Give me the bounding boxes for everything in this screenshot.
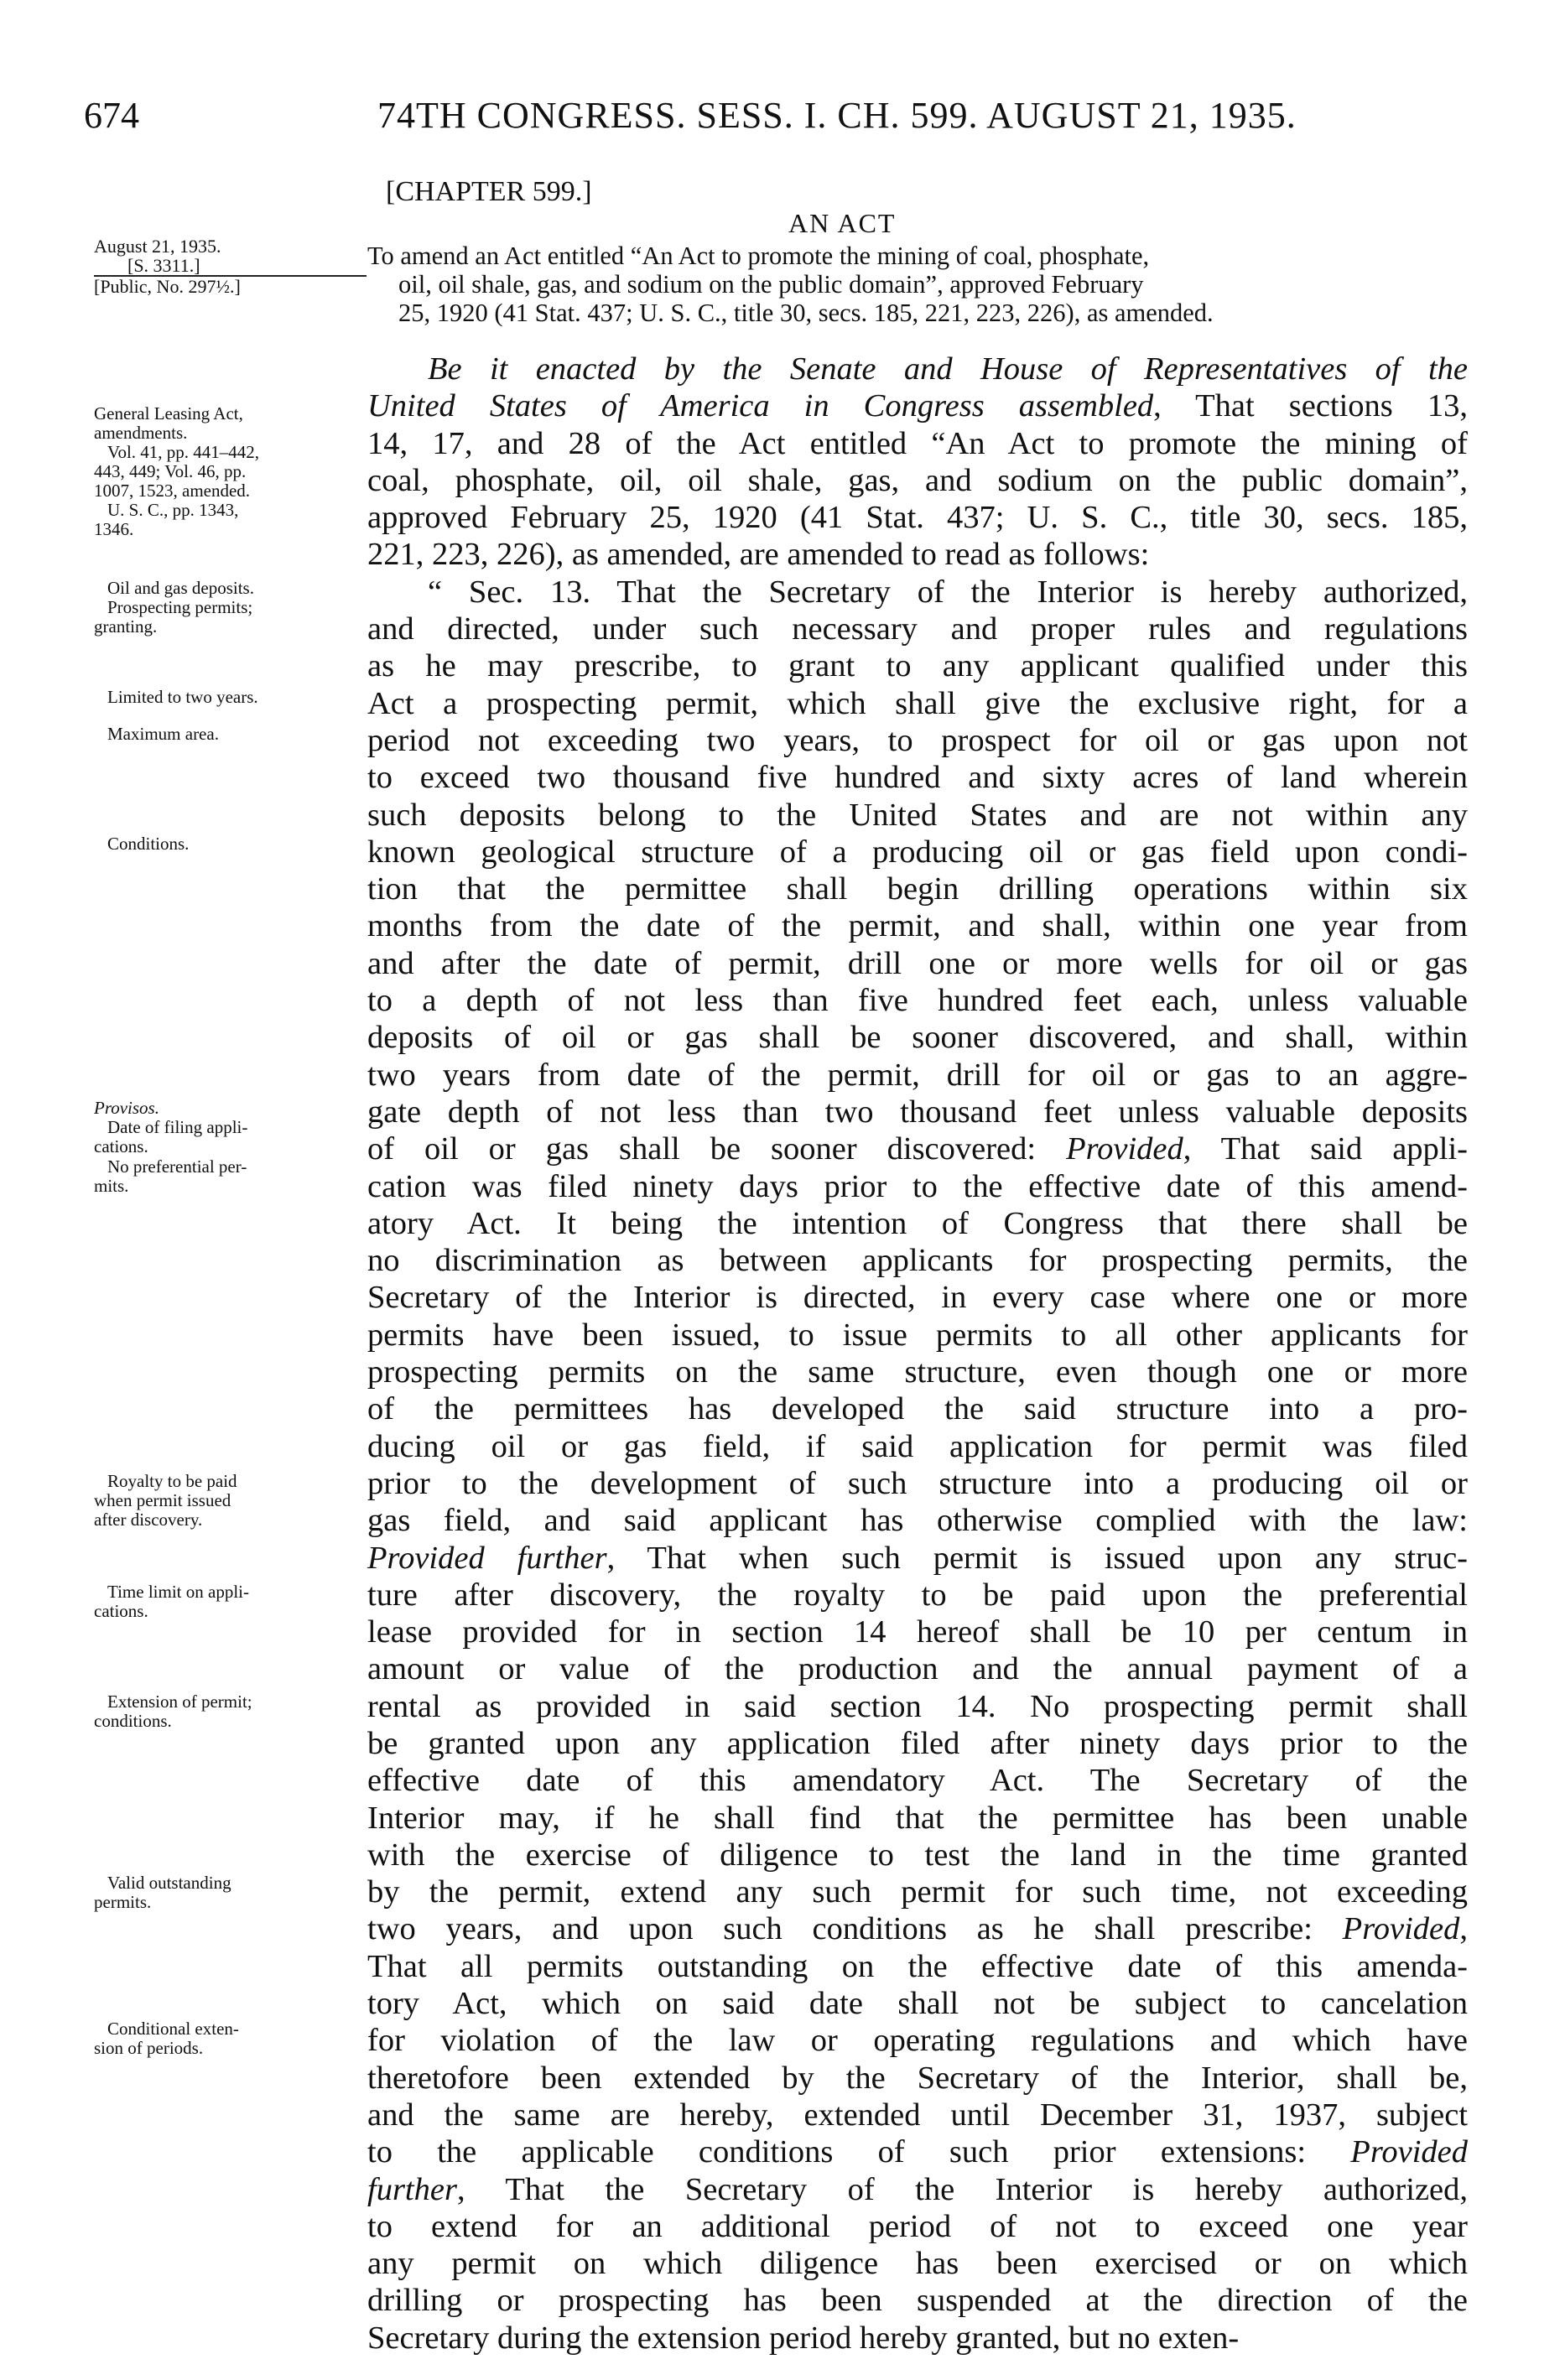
margin-note-time-limit [94, 1582, 362, 1621]
margin-note-valid-outstanding [94, 1873, 362, 1912]
body-line: drilling or prospecting has been suspended at the direction of the [367, 2283, 1468, 2319]
body-line: Interior may, if he shall find that the permittee has been unable [367, 1800, 1468, 1836]
margin-note-line: conditions. [94, 1711, 172, 1731]
margin-note-maximum-area [94, 725, 362, 744]
act-title [367, 242, 1458, 327]
margin-note-oil-and-gas-deposits [94, 579, 362, 637]
margin-note-line: Extension of permit; [107, 1691, 252, 1712]
margin-note-line: Valid outstanding [107, 1873, 231, 1893]
body-line: “ Sec. 13. That the Secretary of the Interior is hereby authorized, [428, 574, 1468, 610]
body-line: lease provided for in section 14 hereof shall be 10 per centum in [367, 1614, 1468, 1650]
body-line: as he may prescribe, to grant to any applicant qualified under this [367, 648, 1468, 684]
body-line: prospecting permits on the same structure, even though one or more [367, 1354, 1468, 1390]
body-line: Secretary of the Interior is directed, in every case where one or more [367, 1280, 1468, 1316]
title-line: 25, 1920 (41 Stat. 437; U. S. C., title 30, secs. 185, 221, 223, 226), as amended. [398, 299, 1214, 327]
public-law-number: [Public, No. 297½.] [94, 276, 241, 297]
body-line: for violation of the law or operating regulations and which have [367, 2023, 1468, 2059]
margin-note-line: after discovery. [94, 1510, 203, 1530]
margin-note-limited-two-years [94, 688, 362, 707]
body-line: gate depth of not less than two thousand feet unless valuable deposits [367, 1094, 1468, 1130]
body-line: permits have been issued, to issue permits to all other applicants for [367, 1317, 1468, 1353]
body-line: with the exercise of diligence to test the land in the time granted [367, 1837, 1468, 1873]
margin-note-royalty [94, 1472, 362, 1530]
body-line: any permit on which diligence has been exercised or on which [367, 2246, 1468, 2282]
body-line: tory Act, which on said date shall not be subject to cancelation [367, 1986, 1468, 2022]
margin-note-general-leasing-act [94, 404, 362, 539]
body-line: such deposits belong to the United States and are not within any [367, 797, 1468, 833]
body-line: to exceed two thousand five hundred and sixty acres of land wherein [367, 760, 1468, 796]
title-line: To amend an Act entitled “An Act to promote the mining of coal, phosphate, [367, 242, 1150, 270]
body-line: and directed, under such necessary and proper rules and regulations [367, 611, 1468, 647]
margin-note-conditional-extension [94, 2019, 362, 2058]
margin-note-line: 443, 449; Vol. 46, pp. [94, 461, 247, 481]
body-line: approved February 25, 1920 (41 Stat. 437; U. S. C., title 30, secs. 185, [367, 500, 1468, 536]
margin-note-line: Royalty to be paid [107, 1471, 237, 1491]
margin-note-line: U. S. C., pp. 1343, [107, 500, 239, 520]
margin-note-line: General Leasing Act, [94, 403, 243, 424]
body-line: 14, 17, and 28 of the Act entitled “An Act to promote the mining of [367, 425, 1468, 461]
body-line: no discrimination as between applicants for prospecting permits, the [367, 1243, 1468, 1279]
body-line: be granted upon any application filed after ninety days prior to the [367, 1725, 1468, 1761]
body-line: coal, phosphate, oil, oil shale, gas, and sodium on the public domain”, [367, 462, 1468, 498]
body-line: theretofore been extended by the Secretary of the Interior, shall be, [367, 2060, 1468, 2096]
body-line: Secretary during the extension period hereby granted, but no exten- [367, 2320, 1240, 2356]
margin-note-extension-of-permit [94, 1692, 362, 1731]
margin-note-line: granting. [94, 616, 158, 637]
body-line: known geological structure of a producing oil or gas field upon condi- [367, 834, 1468, 870]
body-line: effective date of this amendatory Act. The Secretary of the [367, 1763, 1468, 1799]
margin-note-line: cations. [94, 1601, 148, 1621]
enactment-meta [94, 236, 346, 296]
body-line: and after the date of permit, drill one or more wells for oil or gas [367, 945, 1468, 981]
margin-note-provisos [94, 1099, 362, 1156]
body-line: gas field, and said applicant has otherwise complied with the law: [367, 1503, 1468, 1539]
body-line: United States of America in Congress assembled, That sections 13, [367, 388, 1468, 424]
title-line: oil, oil shale, gas, and sodium on the public domain”, approved February [398, 270, 1144, 299]
body-line: of the permittees has developed the said structure into a pro- [367, 1391, 1468, 1427]
margin-note-line: Time limit on appli- [107, 1582, 249, 1602]
body-line: two years from date of the permit, drill for oil or gas to an aggre- [367, 1057, 1468, 1093]
body-line: 221, 223, 226), as amended, are amended to read as follows: [367, 537, 1150, 573]
body-line: ducing oil or gas field, if said application for permit was filed [367, 1428, 1468, 1464]
margin-note-line: Conditional exten- [107, 2019, 239, 2039]
body-line: amount or value of the production and the annual payment of a [367, 1651, 1468, 1687]
body-line: That all permits outstanding on the effective date of this amenda- [367, 1948, 1468, 1984]
body-line: Act a prospecting permit, which shall give the exclusive right, for a [367, 685, 1468, 721]
body-line: atory Act. It being the intention of Congress that there shall be [367, 1205, 1468, 1241]
margin-note-line: when permit issued [94, 1490, 231, 1510]
margin-note-conditions [94, 834, 362, 854]
body-line: cation was filed ninety days prior to the effective date of this amend- [367, 1168, 1468, 1204]
body-line: ture after discovery, the royalty to be paid upon the preferential [367, 1577, 1468, 1613]
margin-note-line: Oil and gas deposits. [107, 578, 254, 598]
act-heading: AN ACT [788, 208, 897, 238]
margin-note-line: Limited to two years. [107, 687, 258, 707]
body-line: Be it enacted by the Senate and House of Representatives of the [428, 351, 1468, 387]
body-line: to extend for an additional period of not to exceed one year [367, 2208, 1468, 2244]
body-line: deposits of oil or gas shall be sooner discovered, and shall, within [367, 1020, 1468, 1056]
margin-note-line: Maximum area. [107, 724, 219, 744]
margin-note-line: Provisos. [94, 1098, 159, 1118]
margin-note-no-preferential [94, 1157, 362, 1196]
act-body [367, 351, 1468, 2357]
page-number: 674 [84, 95, 139, 136]
margin-note-line: 1346. [94, 519, 134, 539]
margin-note-line: No preferential per- [107, 1156, 247, 1177]
body-line: rental as provided in said section 14. No prospecting permit shall [367, 1688, 1468, 1724]
body-line: and the same are hereby, extended until December 31, 1937, subject [367, 2097, 1468, 2133]
margin-note-line: 1007, 1523, amended. [94, 481, 251, 501]
margin-note-line: sion of periods. [94, 2038, 204, 2058]
margin-note-line: cations. [94, 1136, 148, 1156]
body-line: to the applicable conditions of such prior extensions: Provided [367, 2134, 1468, 2170]
body-line: period not exceeding two years, to prospect for oil or gas upon not [367, 722, 1468, 758]
body-line: tion that the permittee shall begin drilling operations within six [367, 871, 1468, 907]
bill-number: [S. 3311.] [94, 256, 367, 277]
page-header [84, 94, 1468, 144]
body-line: of oil or gas shall be sooner discovered: Provided, That said appli- [367, 1131, 1468, 1167]
margin-note-line: permits. [94, 1892, 152, 1912]
enactment-date: August 21, 1935. [94, 236, 221, 257]
margin-note-line: mits. [94, 1176, 129, 1196]
body-line: by the permit, extend any such permit for such time, not exceeding [367, 1874, 1468, 1910]
body-line: prior to the development of such structure into a producing oil or [367, 1465, 1468, 1501]
margin-note-line: Vol. 41, pp. 441–442, [107, 442, 260, 462]
body-line: months from the date of the permit, and shall, within one year from [367, 908, 1468, 944]
body-line: to a depth of not less than five hundred feet each, unless valuable [367, 983, 1468, 1019]
body-line: Provided further, That when such permit is issued upon any struc- [367, 1540, 1469, 1576]
margin-note-line: Date of filing appli- [107, 1117, 248, 1137]
margin-note-line: Conditions. [107, 834, 190, 854]
chapter-label: [CHAPTER 599.] [386, 176, 592, 207]
body-line: further, That the Secretary of the Interior is hereby authorized, [367, 2171, 1468, 2207]
margin-note-line: Prospecting permits; [107, 597, 253, 617]
running-head: 74TH CONGRESS. SESS. I. CH. 599. AUGUST 21, 1935. [377, 95, 1297, 136]
body-line: two years, and upon such conditions as he shall prescribe: Provided, [367, 1911, 1468, 1947]
margin-note-line: amendments. [94, 423, 188, 443]
